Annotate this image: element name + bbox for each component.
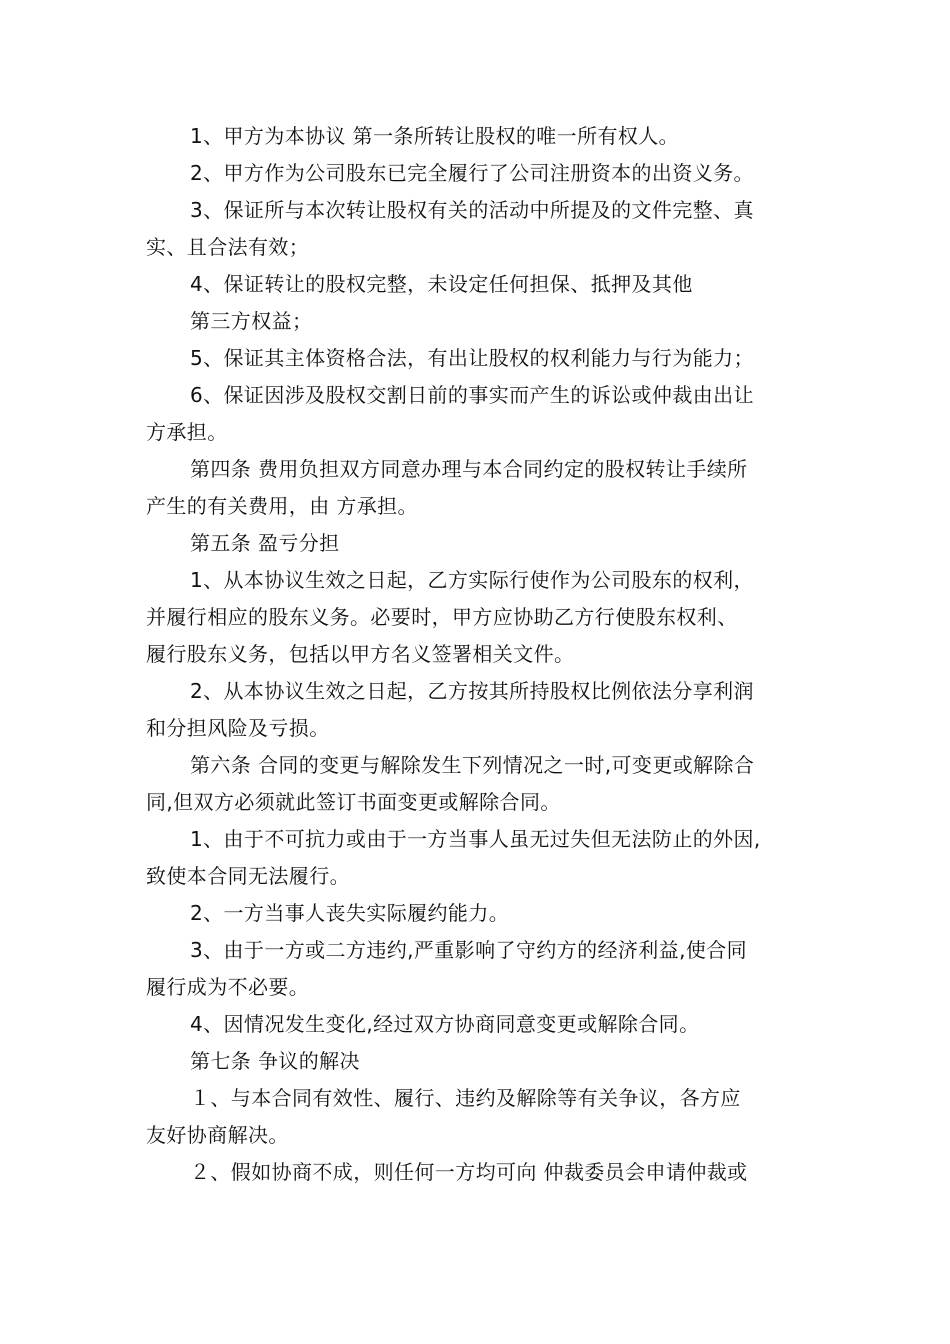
clause-line: 1、从本协议生效之日起，乙方实际行使作为公司股东的权利，	[190, 568, 754, 592]
clause-line: 2、甲方作为公司股东已完全履行了公司注册资本的出资义务。	[190, 161, 754, 185]
clause-line: 6、保证因涉及股权交割日前的事实而产生的诉讼或仲裁由出让	[190, 383, 754, 407]
article-heading: 第六条 合同的变更与解除发生下列情况之一时,可变更或解除合	[190, 753, 755, 777]
clause-line: 4、因情况发生变化,经过双方协商同意变更或解除合同。	[190, 1012, 700, 1036]
clause-line: ２、假如协商不成，则任何一方均可向 仲裁委员会申请仲裁或	[190, 1160, 748, 1184]
clause-line: 第三方权益；	[190, 309, 313, 333]
clause-line: 致使本合同无法履行。	[146, 864, 350, 888]
clause-line: 友好协商解决。	[146, 1123, 289, 1147]
clause-line: 3、保证所与本次转让股权有关的活动中所提及的文件完整、真	[190, 198, 754, 222]
clause-line: 和分担风险及亏损。	[146, 716, 330, 740]
document-body	[146, 118, 826, 1191]
article-heading: 第五条 盈亏分担	[190, 531, 340, 555]
clause-line: 实、且合法有效；	[146, 235, 310, 259]
clause-line: 2、一方当事人丧失实际履约能力。	[190, 901, 510, 925]
clause-line: 履行成为不必要。	[146, 975, 310, 999]
clause-line: 5、保证其主体资格合法，有出让股权的权利能力与行为能力；	[190, 346, 754, 370]
article-heading: 第四条 费用负担双方同意办理与本合同约定的股权转让手续所	[190, 457, 748, 481]
clause-line: 产生的有关费用，由 方承担。	[146, 494, 418, 518]
clause-line: １、与本合同有效性、履行、违约及解除等有关争议，各方应	[190, 1086, 741, 1110]
clause-line: 2、从本协议生效之日起，乙方按其所持股权比例依法分享利润	[190, 679, 754, 703]
clause-line: 履行股东义务，包括以甲方名义签署相关文件。	[146, 642, 575, 666]
article-heading: 第七条 争议的解决	[190, 1049, 360, 1073]
clause-line: 同,但双方必须就此签订书面变更或解除合同。	[146, 790, 561, 814]
clause-line: 方承担。	[146, 420, 228, 444]
clause-line: 4、保证转让的股权完整，未设定任何担保、抵押及其他	[190, 272, 693, 296]
clause-line: 1、甲方为本协议 第一条所转让股权的唯一所有权人。	[190, 124, 680, 148]
clause-line: 并履行相应的股东义务。必要时，甲方应协助乙方行使股东权利、	[146, 605, 738, 629]
clause-line: 1、由于不可抗力或由于一方当事人虽无过失但无法防止的外因,	[190, 827, 761, 851]
clause-line: 3、由于一方或二方违约,严重影响了守约方的经济利益,使合同	[190, 938, 748, 962]
